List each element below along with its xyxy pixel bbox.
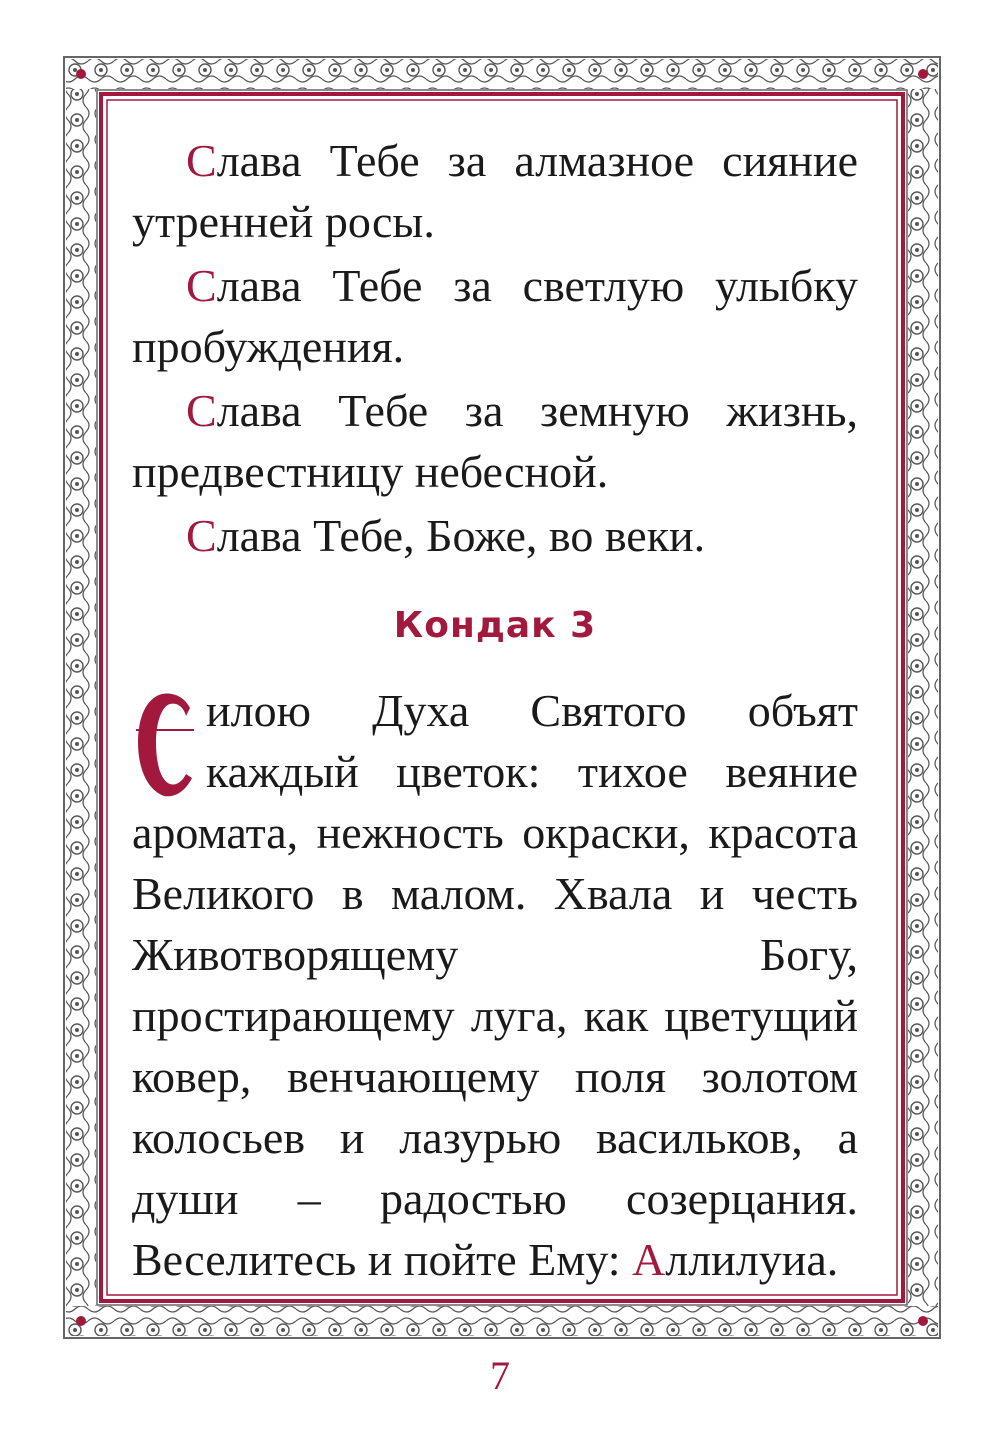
- page-number: 7: [490, 1353, 510, 1398]
- red-initial: С: [186, 510, 217, 561]
- verse-paragraph-4: [132, 505, 858, 566]
- red-initial: А: [632, 1234, 666, 1285]
- verse-paragraph-2: [132, 255, 858, 377]
- red-initial: С: [186, 135, 217, 186]
- verse-paragraph-3: [132, 380, 858, 502]
- alleluia-text: ллилуиа.: [665, 1234, 839, 1285]
- main-text: [132, 130, 858, 1290]
- verse-text: лава Тебе за земную жизнь, предвестницу небесной.: [132, 385, 858, 497]
- kontakion-text: илою Духа Святого объят каждый цветок: тихое веяние аромата, нежность окраски, красота Великого в малом. Хвала и честь Животворящему Богу, простирающему луга, как цветущий ковер, венчающему поля золотом колосьев и лазурью васильков, а души – радостью созерцания. Веселитесь и пойте Ему:: [132, 685, 858, 1285]
- red-initial: С: [186, 385, 217, 436]
- red-initial: С: [186, 260, 217, 311]
- kontakion-paragraph: [132, 680, 858, 1290]
- section-heading: Кондак 3: [393, 605, 597, 646]
- verse-text: лава Тебе за алмазное сияние утренней росы.: [132, 135, 858, 247]
- dropcap-letter-icon: [132, 690, 198, 800]
- verse-text: лава Тебе за светлую улыбку пробуждения.: [132, 260, 858, 372]
- verse-paragraph-1: [132, 130, 858, 252]
- verse-text: лава Тебе, Боже, во веки.: [216, 510, 706, 561]
